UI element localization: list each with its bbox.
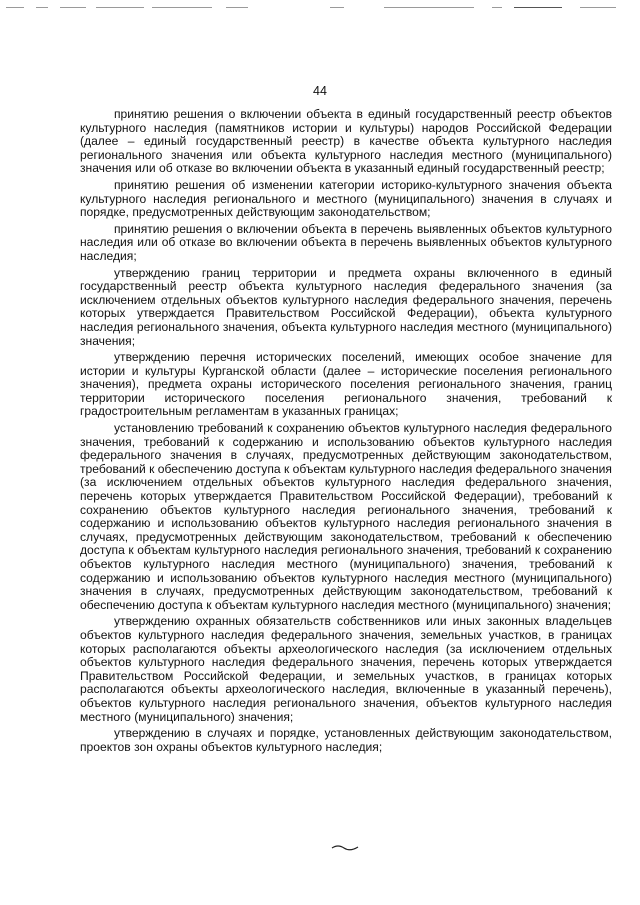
pen-mark-icon: [330, 842, 360, 854]
paragraph-identified-objects-list: принятию решения о включении объекта в перечень выявленных объектов культурного наследия или об отказе во включении объекта в перечень выявленных объектов культурного наследия;: [80, 221, 612, 263]
paragraph-protection-zones: утверждению в случаях и порядке, установленных действующим законодательством, проектов зон охраны объектов культурного наследия;: [80, 726, 612, 754]
document-body: [80, 108, 612, 757]
paragraph-preservation-requirements: установлению требований к сохранению объектов культурного наследия федерального значения, требований к содержанию и использованию объектов культурного наследия федерального значения в случаях, предусмотренных действующим законодательством, требований к обеспечению доступа к объектам культурного наследия федерального значения (за исключением отдельных объектов культурного наследия федерального значения, перечень которых утверждается Правительством Российской Федерации), требований к сохранению объектов культурного наследия регионального значения, требований к содержанию и использованию объектов культурного наследия регионального значения в случаях, предусмотренных действующим законодательством, требований к обеспечению доступа к объектам культурного наследия регионального значения, требований к сохранению объектов культурного наследия местного (муниципального) значения, требований к содержанию и использованию объектов культурного наследия местного (муниципального) значения в случаях, предусмотренных действующим законодательством, требований к обеспечению доступа к объектам культурного наследия местного (муниципального) значения;: [80, 421, 612, 612]
page-number: 44: [313, 84, 327, 98]
scan-edge-marks: [0, 0, 640, 14]
paragraph-include-registry: принятию решения о включении объекта в единый государственный реестр объектов культурного наследия (памятников истории и культуры) народов Российской Федерации (далее – единый государственный реестр) в качестве объекта культурного наследия регионального значения или объекта культурного наследия местного (муниципального) значения или об отказе во включении объекта в указанный единый государственный реестр;: [80, 107, 612, 176]
paragraph-change-category: принятию решения об изменении категории историко-культурного значения объекта культурного наследия регионального и местного (муниципального) значения в случаях и порядке, предусмотренных действующим законодательством;: [80, 177, 612, 220]
paragraph-historic-settlements: утверждению перечня исторических поселений, имеющих особое значение для истории и культуры Курганской области (далее – исторические поселения регионального значения), предмета охраны исторического поселения регионального значения, границ территории исторического поселения регионального значения, требований к градостроительным регламентам в указанных границах;: [80, 350, 612, 419]
paragraph-territory-boundaries: утверждению границ территории и предмета охраны включенного в единый государственный реестр объекта культурного наследия федерального значения (за исключением отдельных объектов культурного наследия федерального значения, перечень которых утверждается Правительством Российской Федерации), объекта культурного наследия регионального значения, объекта культурного наследия местного (муниципального) значения;: [80, 265, 612, 348]
paragraph-protection-obligations: утверждению охранных обязательств собственников или иных законных владельцев объектов культурного наследия федерального значения, земельных участков, в границах которых располагаются объекты археологического наследия (за исключением отдельных объектов культурного наследия федерального значения, перечень которых утверждается Правительством Российской Федерации, и земельных участков, в границах которых располагаются объекты археологического наследия, включенные в указанный перечень), объектов культурного наследия регионального значения, объектов культурного наследия местного (муниципального) значения;: [80, 614, 612, 724]
